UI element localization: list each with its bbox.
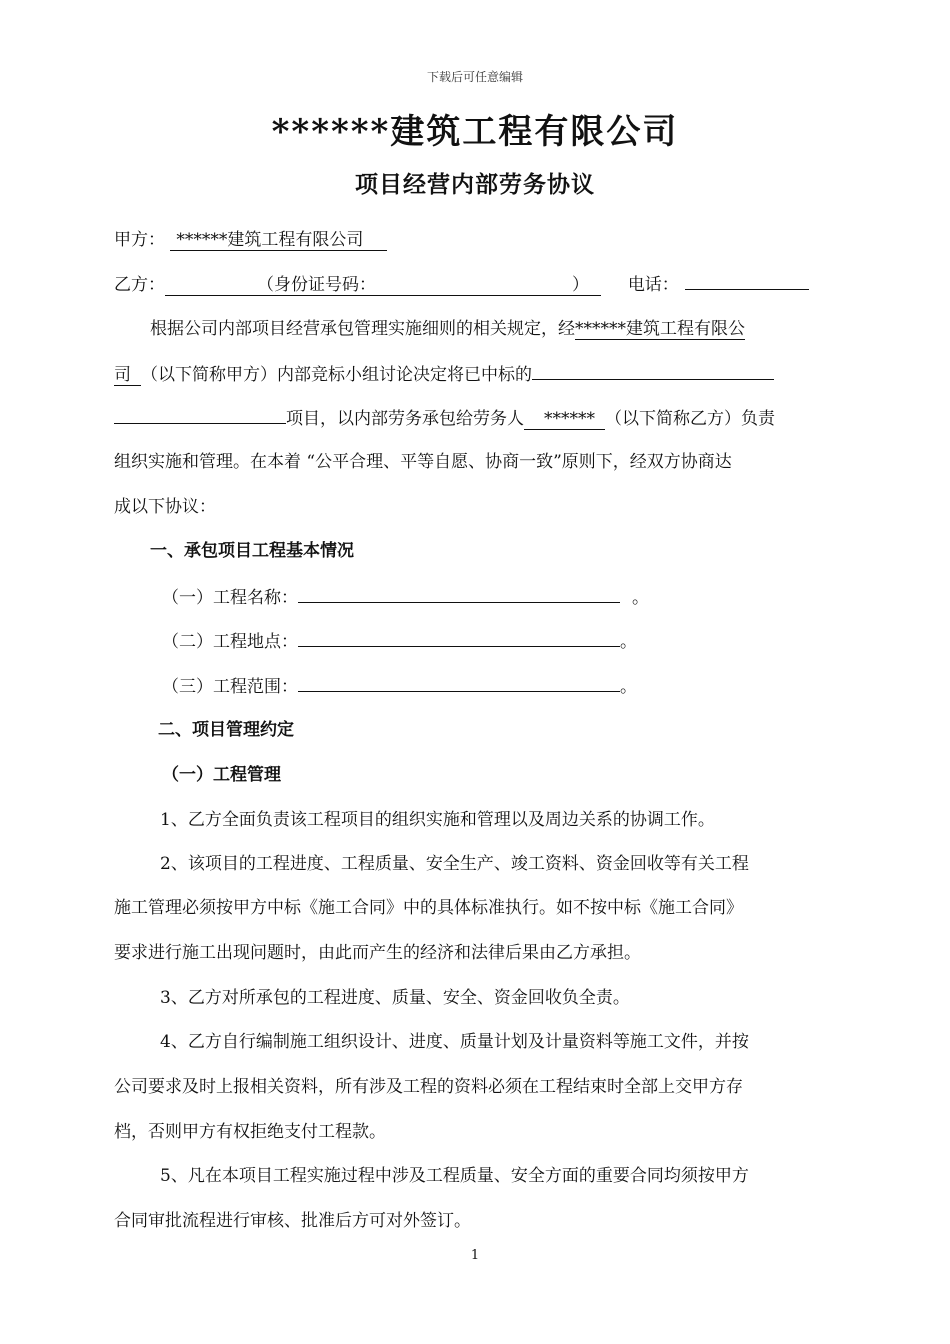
header-note: 下载后可任意编辑 bbox=[426, 70, 523, 84]
project-name-row bbox=[162, 584, 649, 610]
project-location-row bbox=[162, 628, 637, 654]
clause-5-line-2: 合同审批流程进行审核、批准后方可对外签订。 bbox=[114, 1211, 471, 1231]
project-scope-label: （三）工程范围： bbox=[162, 677, 298, 697]
clause-1: 1、乙方全面负责该工程项目的组织实施和管理以及周边关系的协调工作。 bbox=[160, 810, 715, 830]
party-b-phone-label: 电话： bbox=[627, 275, 679, 295]
company-title: ******建筑工程有限公司 bbox=[271, 112, 679, 152]
party-b-name-blank bbox=[165, 275, 601, 296]
project-name-blank bbox=[298, 584, 620, 603]
intro-line-5: 成以下协议： bbox=[114, 497, 216, 517]
clause-5-line-1: 5、凡在本项目工程实施过程中涉及工程质量、安全方面的重要合同均须按甲方 bbox=[160, 1166, 749, 1186]
party-a-label: 甲方： bbox=[114, 230, 165, 250]
clause-3: 3、乙方对所承包的工程进度、质量、安全、资金回收负全责。 bbox=[160, 988, 630, 1008]
page-number: 1 bbox=[470, 1248, 480, 1263]
intro-text-3a: 项目，以内部劳务承包给劳务人 bbox=[286, 409, 524, 429]
project-blank bbox=[532, 361, 774, 380]
intro-line-4: 组织实施和管理。在本着 “公平合理、平等自愿、协商一致”原则下，经双方协商达 bbox=[114, 452, 732, 472]
clause-4-line-2: 公司要求及时上报相关资料，所有涉及工程的资料必须在工程结束时全部上交甲方存 bbox=[114, 1077, 743, 1097]
section-2-subheading: （一）工程管理 bbox=[162, 765, 281, 785]
labor-person-underlined: ****** bbox=[524, 409, 605, 430]
party-b-id-close: ） bbox=[572, 275, 589, 295]
intro-line-2 bbox=[114, 361, 774, 387]
intro-line-3 bbox=[114, 405, 775, 431]
project-location-end: 。 bbox=[620, 632, 637, 652]
clause-2-line-2: 施工管理必须按甲方中标《施工合同》中的具体标准执行。如不按中标《施工合同》 bbox=[114, 898, 743, 918]
party-b-id-label: （身份证号码： bbox=[257, 275, 376, 295]
party-b-line bbox=[114, 271, 809, 297]
clause-4-line-1: 4、乙方自行编制施工组织设计、进度、质量计划及计量资料等施工文件，并按 bbox=[160, 1032, 749, 1052]
intro-company-underlined: ******建筑工程有限公 bbox=[575, 319, 745, 339]
intro-text-2: （以下简称甲方）内部竞标小组讨论决定将已中标的 bbox=[141, 365, 532, 385]
party-b-label: 乙方： bbox=[114, 275, 165, 295]
clause-2-line-1: 2、该项目的工程进度、工程质量、安全生产、竣工资料、资金回收等有关工程 bbox=[160, 854, 749, 874]
project-name-end: 。 bbox=[632, 588, 649, 608]
party-a-line bbox=[114, 228, 387, 252]
section-1-heading: 一、承包项目工程基本情况 bbox=[150, 541, 354, 561]
project-location-blank bbox=[298, 628, 620, 647]
document-title: 项目经营内部劳务协议 bbox=[355, 171, 595, 198]
intro-text-3b: （以下简称乙方）负责 bbox=[605, 409, 775, 429]
clause-2-line-3: 要求进行施工出现问题时，由此而产生的经济和法律后果由乙方承担。 bbox=[114, 943, 641, 963]
party-a-value: ******建筑工程有限公司 bbox=[170, 230, 387, 251]
section-2-heading: 二、项目管理约定 bbox=[158, 720, 294, 740]
project-name-label: （一）工程名称： bbox=[162, 588, 298, 608]
intro-company-underlined-2: 司 bbox=[114, 365, 141, 386]
clause-4-line-3: 档，否则甲方有权拒绝支付工程款。 bbox=[114, 1122, 386, 1142]
project-location-label: （二）工程地点： bbox=[162, 632, 298, 652]
project-scope-row bbox=[162, 673, 637, 699]
project-scope-blank bbox=[298, 673, 620, 692]
intro-text-1: 根据公司内部项目经营承包管理实施细则的相关规定，经 bbox=[150, 319, 575, 339]
intro-line-1 bbox=[150, 317, 745, 341]
project-scope-end: 。 bbox=[620, 677, 637, 697]
party-b-phone-blank bbox=[685, 271, 809, 290]
project-blank-2 bbox=[114, 405, 286, 424]
